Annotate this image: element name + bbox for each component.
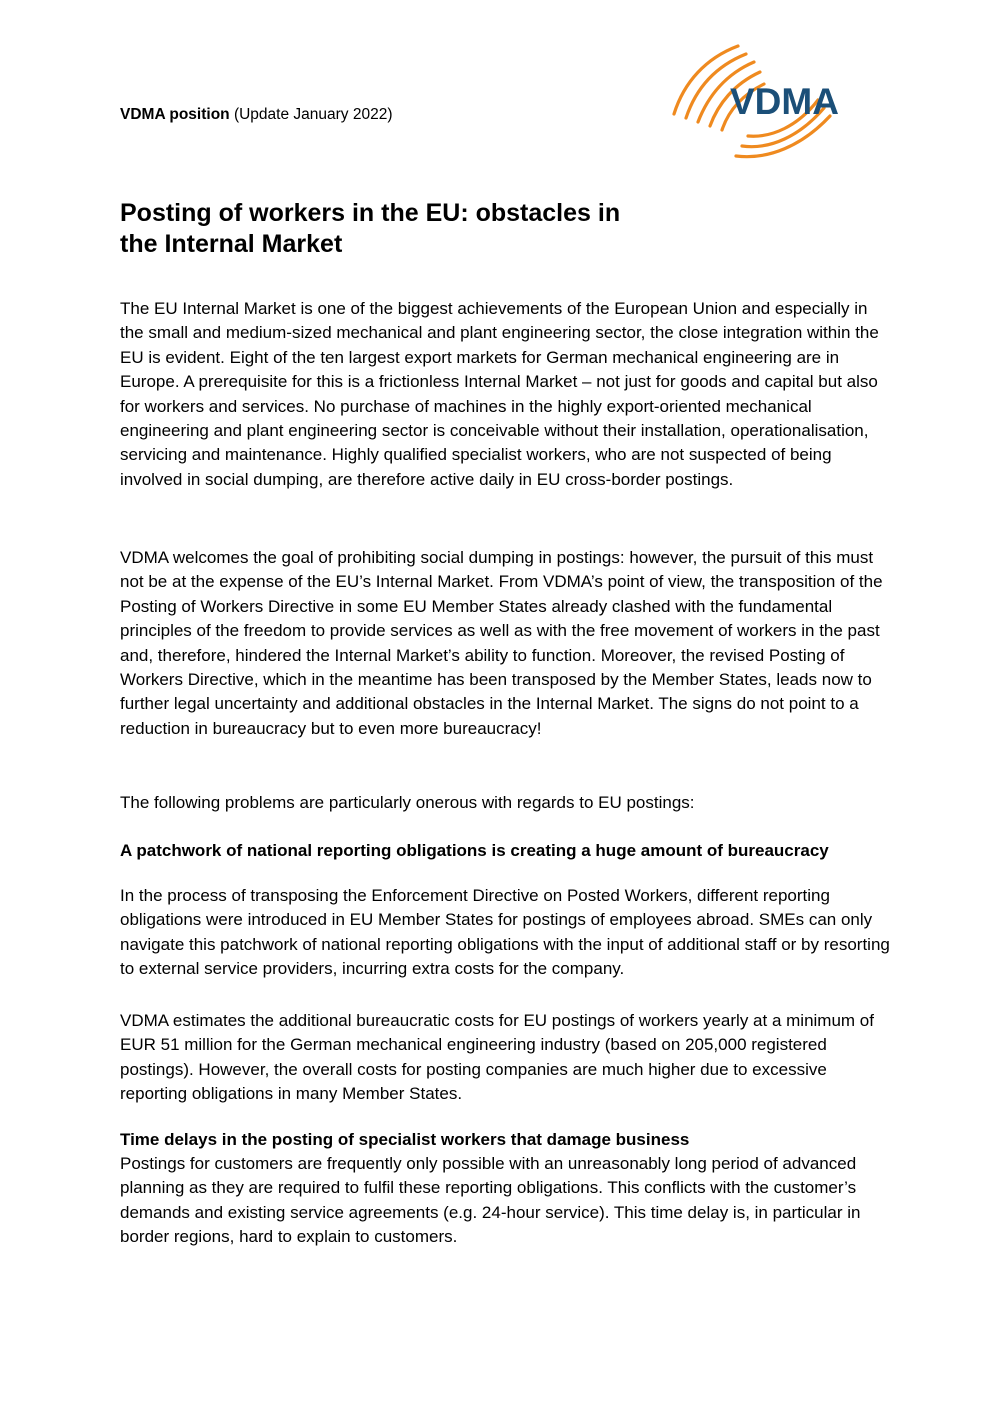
title-line-1: Posting of workers in the EU: obstacles in [120, 199, 621, 227]
document-header [120, 105, 393, 125]
logo-text: VDMA [730, 81, 839, 122]
update-note: (Update January 2022) [233, 106, 393, 123]
position-paragraph: VDMA welcomes the goal of prohibiting social dumping in postings: however, the pursuit of this must not be at the expense of the EU’s Internal Market. From VDMA’s point of view, the transposition of the Posting of Workers Directive in some EU Member States already clashed with the fundamental principles of the freedom to provide services as well as with the free movement of workers in the past and, therefore, hindered the Internal Market’s ability to function. Moreover, the revised Posting of Workers Directive, which in the meantime has been transposed by the Member States, leads now to further legal uncertainty and additional obstacles in the Internal Market. The signs do not point to a reduction in bureaucracy but to even more bureaucracy! [120, 548, 883, 738]
position-label: VDMA position [120, 106, 230, 123]
vdma-logo [668, 40, 858, 164]
section-heading-delays: Time delays in the posting of specialist workers that damage business [120, 1130, 690, 1149]
section-paragraph: VDMA estimates the additional bureaucratic costs for EU postings of workers yearly at a minimum of EUR 51 million for the German mechanical engineering industry (based on 205,000 registered postings). However, the overall costs for posting companies are much higher due to excessive reporting obligations in many Member States. [120, 1011, 874, 1104]
page-title [120, 198, 740, 260]
vdma-arcs-logo-icon [668, 40, 858, 164]
section-paragraph: In the process of transposing the Enforcement Directive on Posted Workers, different reporting obligations were introduced in EU Member States for postings of employees abroad. SMEs can only navigate this patchwork of national reporting obligations with the input of additional staff or by resorting to external service providers, incurring extra costs for the company. [120, 886, 890, 979]
section-heading-reporting: A patchwork of national reporting obligations is creating a huge amount of bureaucracy [120, 841, 829, 860]
intro-paragraph: The EU Internal Market is one of the biggest achievements of the European Union and especially in the small and medium-sized mechanical and plant engineering sector, the close integration within the EU is evident. Eight of the ten largest export markets for German mechanical engineering are in Europe. A prerequisite for this is a frictionless Internal Market – not just for goods and capital but also for workers and services. No purchase of machines in the highly export-oriented mechanical engineering and plant engineering sector is conceivable without their installation, operationalisation, servicing and maintenance. Highly qualified specialist workers, who are not suspected of being involved in social dumping, are therefore active daily in EU cross-border postings. [120, 299, 879, 489]
section-paragraph: Postings for customers are frequently only possible with an unreasonably long period of advanced planning as they are required to fulfil these reporting obligations. This conflicts with the customer’s demands and existing service agreements (e.g. 24-hour service). This time delay is, in particular in border regions, hard to explain to customers. [120, 1154, 861, 1247]
title-line-2: the Internal Market [120, 230, 343, 258]
problems-intro-paragraph: The following problems are particularly onerous with regards to EU postings: [120, 793, 695, 812]
